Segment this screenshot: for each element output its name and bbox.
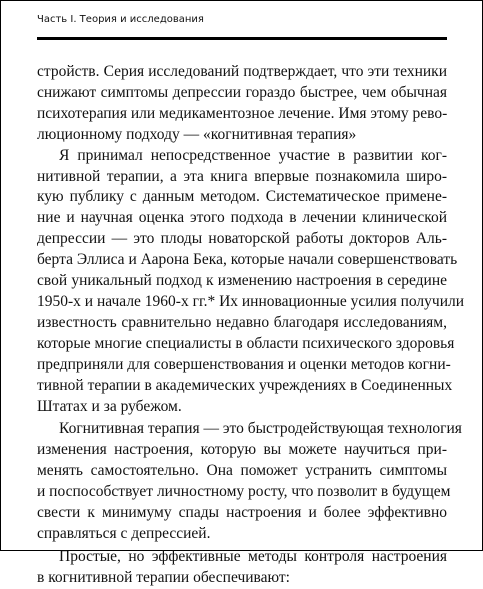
text-line: предприняли для совершенствования и оценки методов когни-: [37, 355, 451, 373]
text-line: Штатах и за рубежом.: [37, 397, 182, 415]
paragraph: [37, 547, 447, 589]
text-line: изменения настроения, которую вы можете научиться при-: [37, 441, 447, 459]
body-text: [37, 62, 465, 589]
text-line: которые многие специалисты в области психического здоровья: [37, 334, 455, 352]
text-line: свой уникальный подход к изменению настроения в середине: [37, 272, 447, 290]
text-line: в когнитивной терапии обеспечивают:: [37, 568, 290, 586]
text-line: 1950-х и начале 1960-х гг.* Их инновационные усилия получили: [37, 292, 465, 310]
text-line: Простые, но эффективные методы контроля настроения: [59, 547, 447, 565]
text-line: снижают симптомы депрессии гораздо быстрее, чем обычная: [37, 83, 447, 101]
text-line: люционному подходу — «когнитивная терапия»: [37, 125, 357, 143]
paragraph: [37, 146, 465, 418]
text-line: Я принимал непосредственное участие в развитии ког-: [59, 146, 447, 164]
paragraph: [37, 62, 447, 146]
text-line: стройств. Серия исследований подтверждает, что эти техники: [37, 63, 447, 80]
paragraph: [37, 419, 462, 544]
text-line: менять самостоятельно. Она поможет устранить симптомы: [37, 462, 447, 480]
text-line: депрессии — это плоды новаторской работы докторов Аль-: [37, 230, 447, 248]
text-line: берта Эллиса и Аарона Бека, которые начали совершенствовать: [37, 251, 458, 269]
text-line: справляться с депрессией.: [37, 524, 211, 542]
text-line: ние и научная оценка этого подхода в лечении клинической: [37, 209, 447, 227]
text-line: и поспособствует личностному росту, что позволит в будущем: [37, 483, 451, 501]
text-line: тивной терапии в академических учреждениях в Соединенных: [37, 376, 453, 394]
text-line: Когнитивная терапия — это быстродействующая технология: [59, 420, 462, 438]
running-header: Часть I. Теория и исследования: [37, 14, 204, 25]
text-line: нитивной терапии, а эта книга впервые познакомила широ-: [37, 167, 447, 185]
text-line: психотерапия или медикаментозное лечение. Имя этому рево-: [37, 104, 448, 122]
text-line: известность сравнительно недавно благодаря исследованиям,: [37, 313, 447, 331]
text-line: кую публику с данным методом. Систематическое примене-: [37, 188, 447, 206]
text-line: свести к минимуму спады настроения и более эффективно: [37, 504, 447, 522]
header-rule: [37, 37, 447, 40]
